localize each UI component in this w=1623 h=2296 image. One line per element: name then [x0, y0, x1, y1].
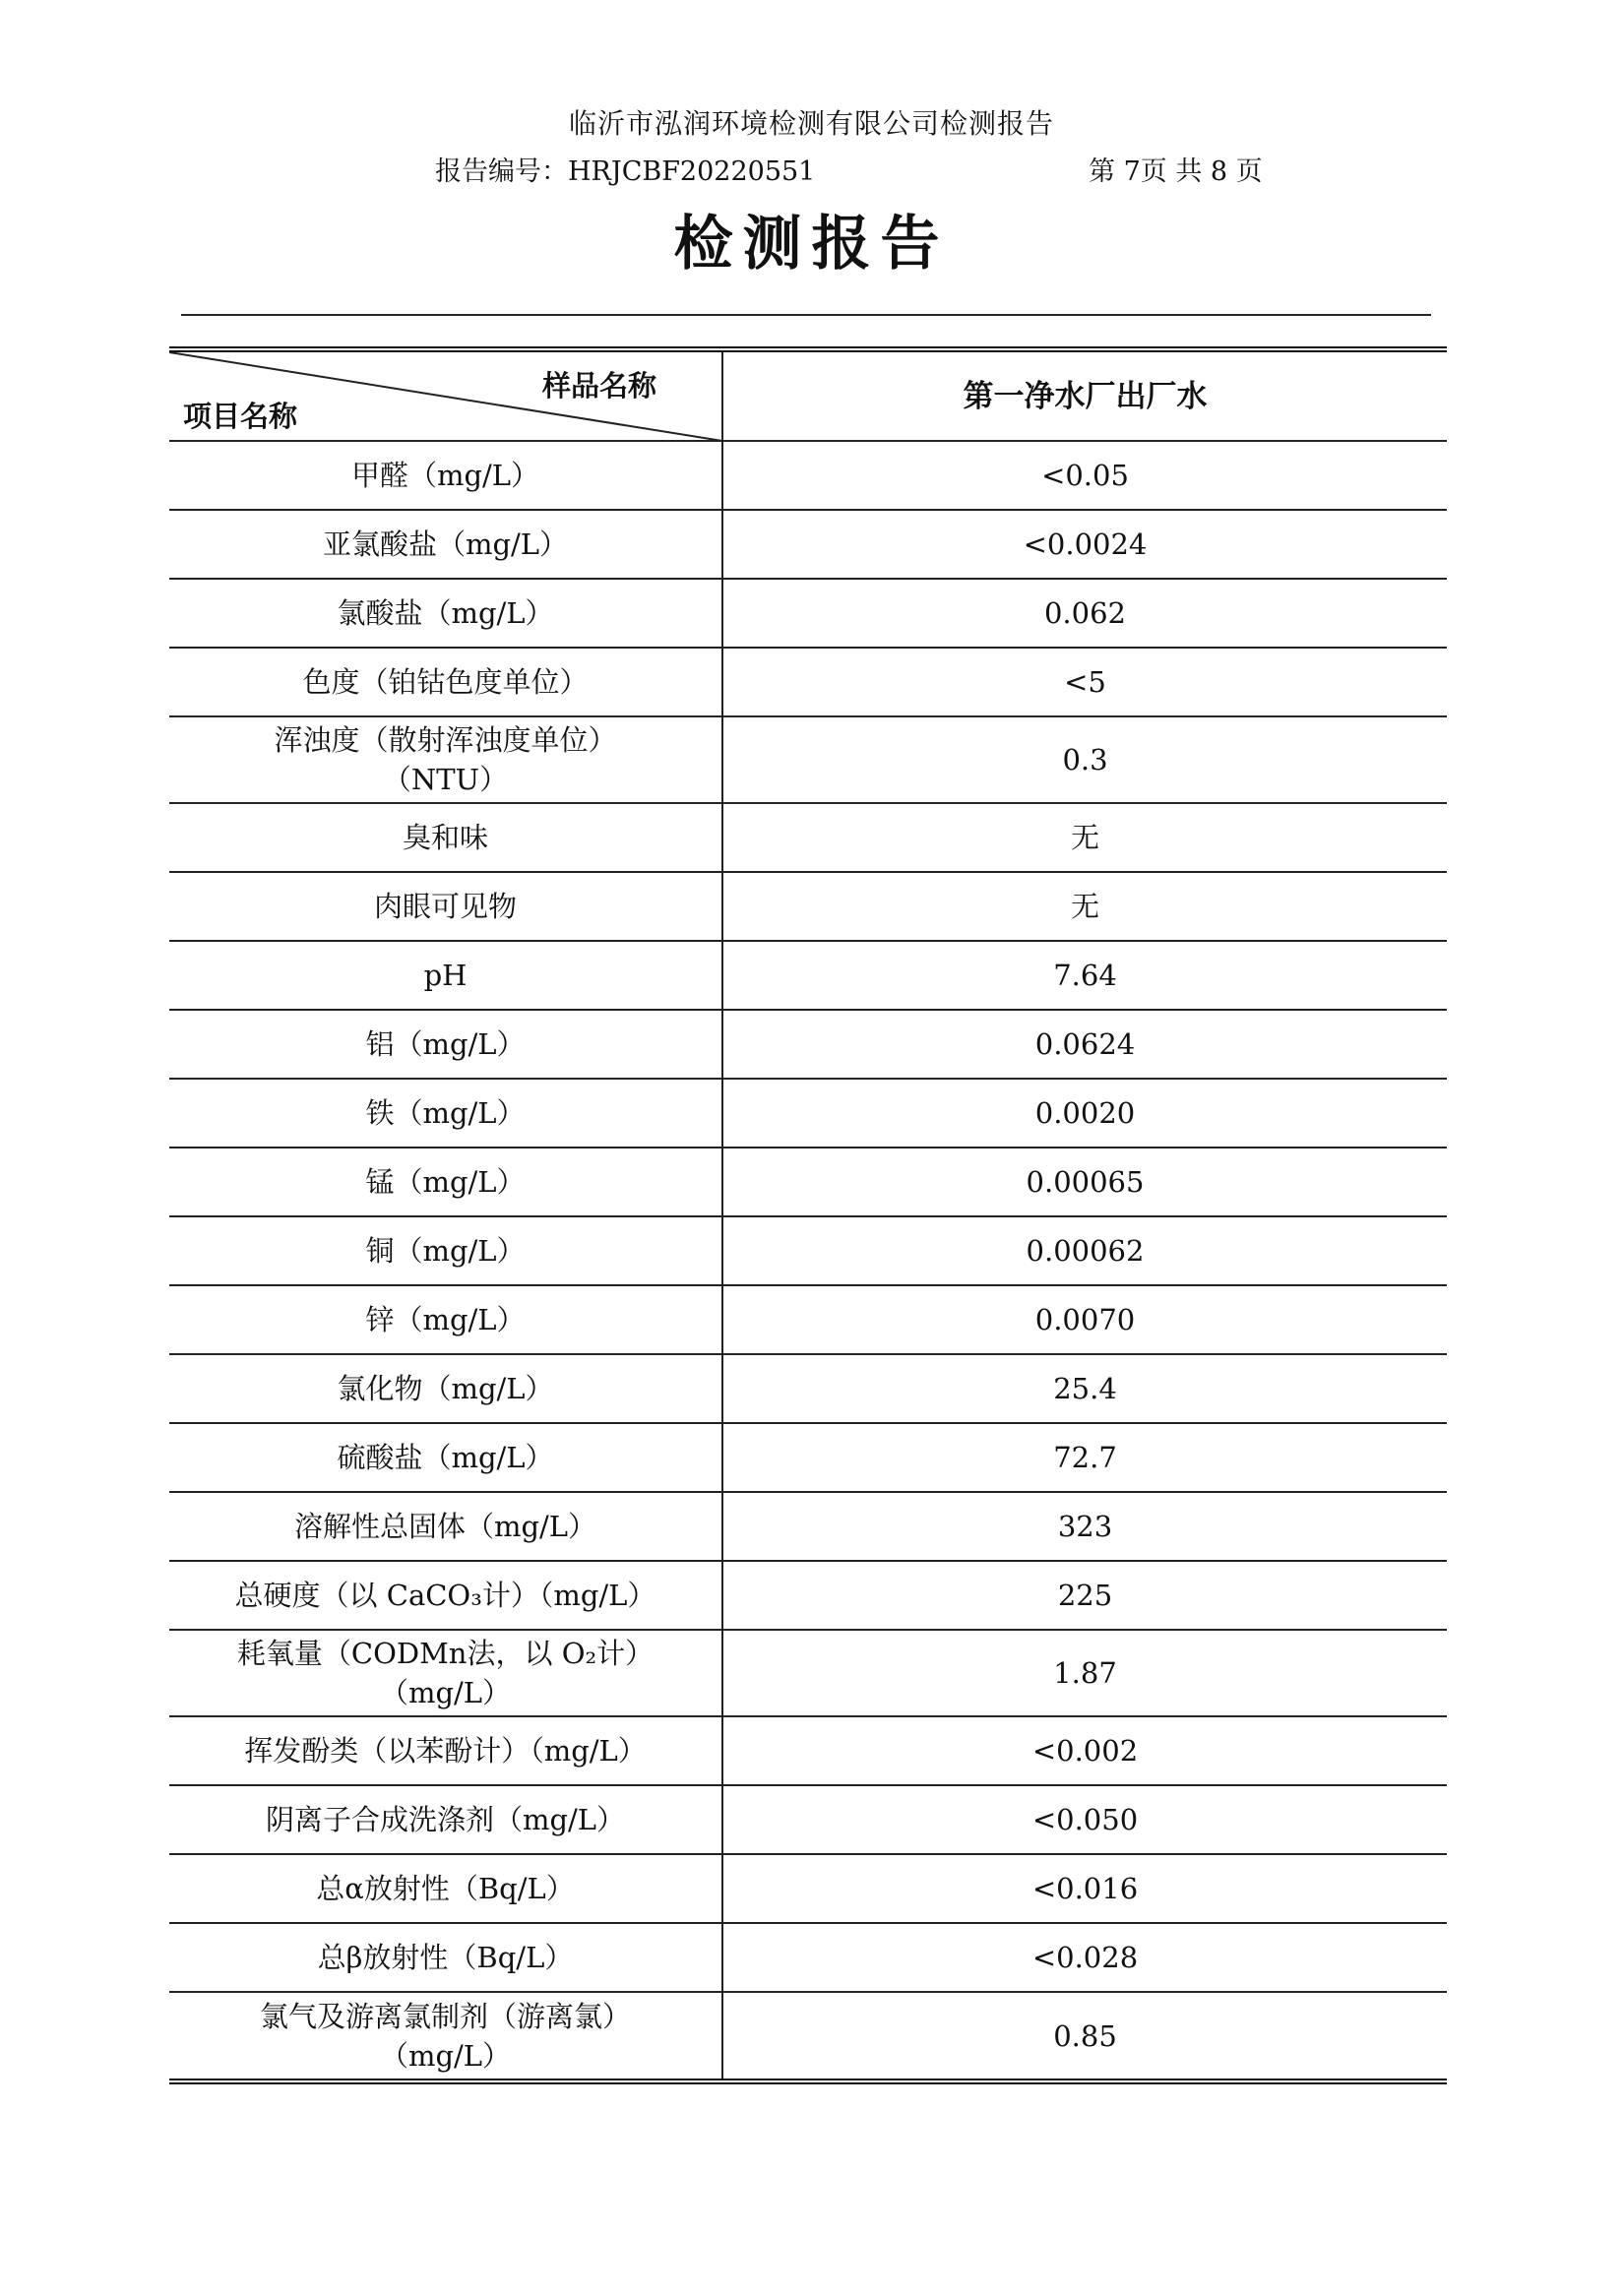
item-name: 总硬度（以 CaCO₃计）（mg/L） [234, 1579, 656, 1612]
item-name-cell [169, 648, 722, 716]
table-row [169, 1010, 1447, 1079]
item-name: 锰（mg/L） [365, 1165, 526, 1199]
table-row [169, 1923, 1447, 1992]
item-name-cell [169, 803, 722, 872]
result-value: <0.002 [722, 1716, 1447, 1785]
table-row [169, 1079, 1447, 1148]
table-row [169, 716, 1447, 803]
report-title: 检测报告 [673, 210, 950, 279]
sample-name-header [722, 352, 1447, 441]
table-row [169, 1785, 1447, 1854]
table-header-row [169, 352, 1447, 441]
result-value: 无 [722, 872, 1447, 941]
item-name: 亚氯酸盐（mg/L） [322, 527, 569, 561]
item-name-cell [169, 1785, 722, 1854]
result-value: 0.85 [1053, 2018, 1117, 2053]
table-row [169, 1285, 1447, 1354]
table-row [169, 872, 1447, 941]
result-value: 323 [722, 1492, 1447, 1561]
sample-name: 第一净水厂出厂水 [963, 378, 1208, 414]
item-name: 氯酸盐（mg/L） [337, 596, 554, 630]
diagonal-header-cell [169, 352, 722, 441]
item-name-cell [169, 1354, 722, 1423]
title-divider [181, 314, 1431, 316]
table-row [169, 1354, 1447, 1423]
item-name: 肉眼可见物 [373, 890, 517, 923]
item-name: 硫酸盐（mg/L） [337, 1441, 554, 1474]
item-name-unit: （mg/L） [379, 2038, 512, 2073]
table-row [169, 648, 1447, 716]
item-name: 锌（mg/L） [365, 1303, 526, 1336]
item-name: 铜（mg/L） [365, 1234, 526, 1268]
table-row [169, 1630, 1447, 1716]
item-name: 挥发酚类（以苯酚计）（mg/L） [244, 1734, 647, 1768]
table-row [169, 441, 1447, 510]
item-name: 浑浊度（散射浑浊度单位） [274, 723, 617, 757]
item-name-cell [169, 1010, 722, 1079]
table-row [169, 1148, 1447, 1216]
item-name: 氯气及游离氯制剂（游离氯） [259, 1999, 631, 2033]
item-name-cell [169, 1423, 722, 1492]
table-row [169, 1216, 1447, 1285]
item-name-cell [169, 941, 722, 1010]
item-name: 氯化物（mg/L） [337, 1372, 554, 1405]
item-name-cell [169, 1992, 722, 2079]
item-name: 臭和味 [402, 821, 488, 854]
item-name-cell [169, 1492, 722, 1561]
page-indicator: 第 7页 共 8 页 [1089, 156, 1263, 187]
item-name: 甲醛（mg/L） [350, 459, 540, 492]
table-row [169, 941, 1447, 1010]
result-value: 0.00062 [722, 1216, 1447, 1285]
item-name-cell [169, 1561, 722, 1630]
result-value: 72.7 [722, 1423, 1447, 1492]
table-row [169, 803, 1447, 872]
result-value: 7.64 [722, 941, 1447, 1010]
result-value: 225 [722, 1561, 1447, 1630]
item-name: 阴离子合成洗涤剂（mg/L） [265, 1803, 626, 1836]
company-report-line: 临沂市泓润环境检测有限公司检测报告 [568, 107, 1054, 140]
result-value: 0.062 [722, 579, 1447, 648]
item-name-cell [169, 441, 722, 510]
result-value: 0.00065 [722, 1148, 1447, 1216]
item-name-cell [169, 716, 722, 803]
item-name-cell [169, 1285, 722, 1354]
item-name: 铁（mg/L） [365, 1096, 526, 1130]
result-value: <0.050 [722, 1785, 1447, 1854]
table-row [169, 1854, 1447, 1923]
item-name-cell [169, 1923, 722, 1992]
result-value: <0.028 [722, 1923, 1447, 1992]
result-value: 0.0070 [722, 1285, 1447, 1354]
table-row [169, 579, 1447, 648]
report-number: 报告编号：HRJCBF20220551 [435, 156, 816, 187]
item-name: 总α放射性（Bq/L） [316, 1872, 575, 1905]
sample-name-label: 样品名称 [541, 369, 656, 403]
item-name: pH [423, 959, 468, 992]
result-value: <0.0024 [722, 510, 1447, 579]
item-name: 溶解性总固体（mg/L） [293, 1510, 597, 1543]
item-name: 总β放射性（Bq/L） [317, 1941, 574, 1974]
item-name-unit: （NTU） [382, 763, 509, 796]
item-name-cell [169, 1854, 722, 1923]
item-name-cell [169, 579, 722, 648]
table-row [169, 1561, 1447, 1630]
result-value: <5 [722, 648, 1447, 716]
item-name-cell [169, 872, 722, 941]
item-name: 色度（铂钴色度单位） [302, 665, 589, 699]
item-name-cell [169, 1079, 722, 1148]
result-value: 0.3 [722, 716, 1447, 803]
result-value: 25.4 [722, 1354, 1447, 1423]
item-name-label: 项目名称 [183, 400, 298, 433]
result-value: 0.0624 [722, 1010, 1447, 1079]
table-row [169, 1716, 1447, 1785]
item-name-unit: （mg/L） [379, 1676, 512, 1709]
item-name-cell [169, 1630, 722, 1716]
item-name: 铝（mg/L） [365, 1027, 526, 1061]
results-table [169, 346, 1447, 2084]
item-name-cell [169, 510, 722, 579]
result-value: 0.0020 [722, 1079, 1447, 1148]
result-value: <0.016 [722, 1854, 1447, 1923]
item-name-cell [169, 1216, 722, 1285]
item-name-cell [169, 1148, 722, 1216]
table-row [169, 1492, 1447, 1561]
result-value: 无 [722, 803, 1447, 872]
table-row [169, 1423, 1447, 1492]
result-value: <0.05 [722, 441, 1447, 510]
table-row [169, 510, 1447, 579]
result-value: 1.87 [722, 1630, 1447, 1716]
item-name: 耗氧量（CODMn法，以 O₂计） [236, 1637, 655, 1670]
table-row [169, 1992, 1447, 2079]
item-name-cell [169, 1716, 722, 1785]
